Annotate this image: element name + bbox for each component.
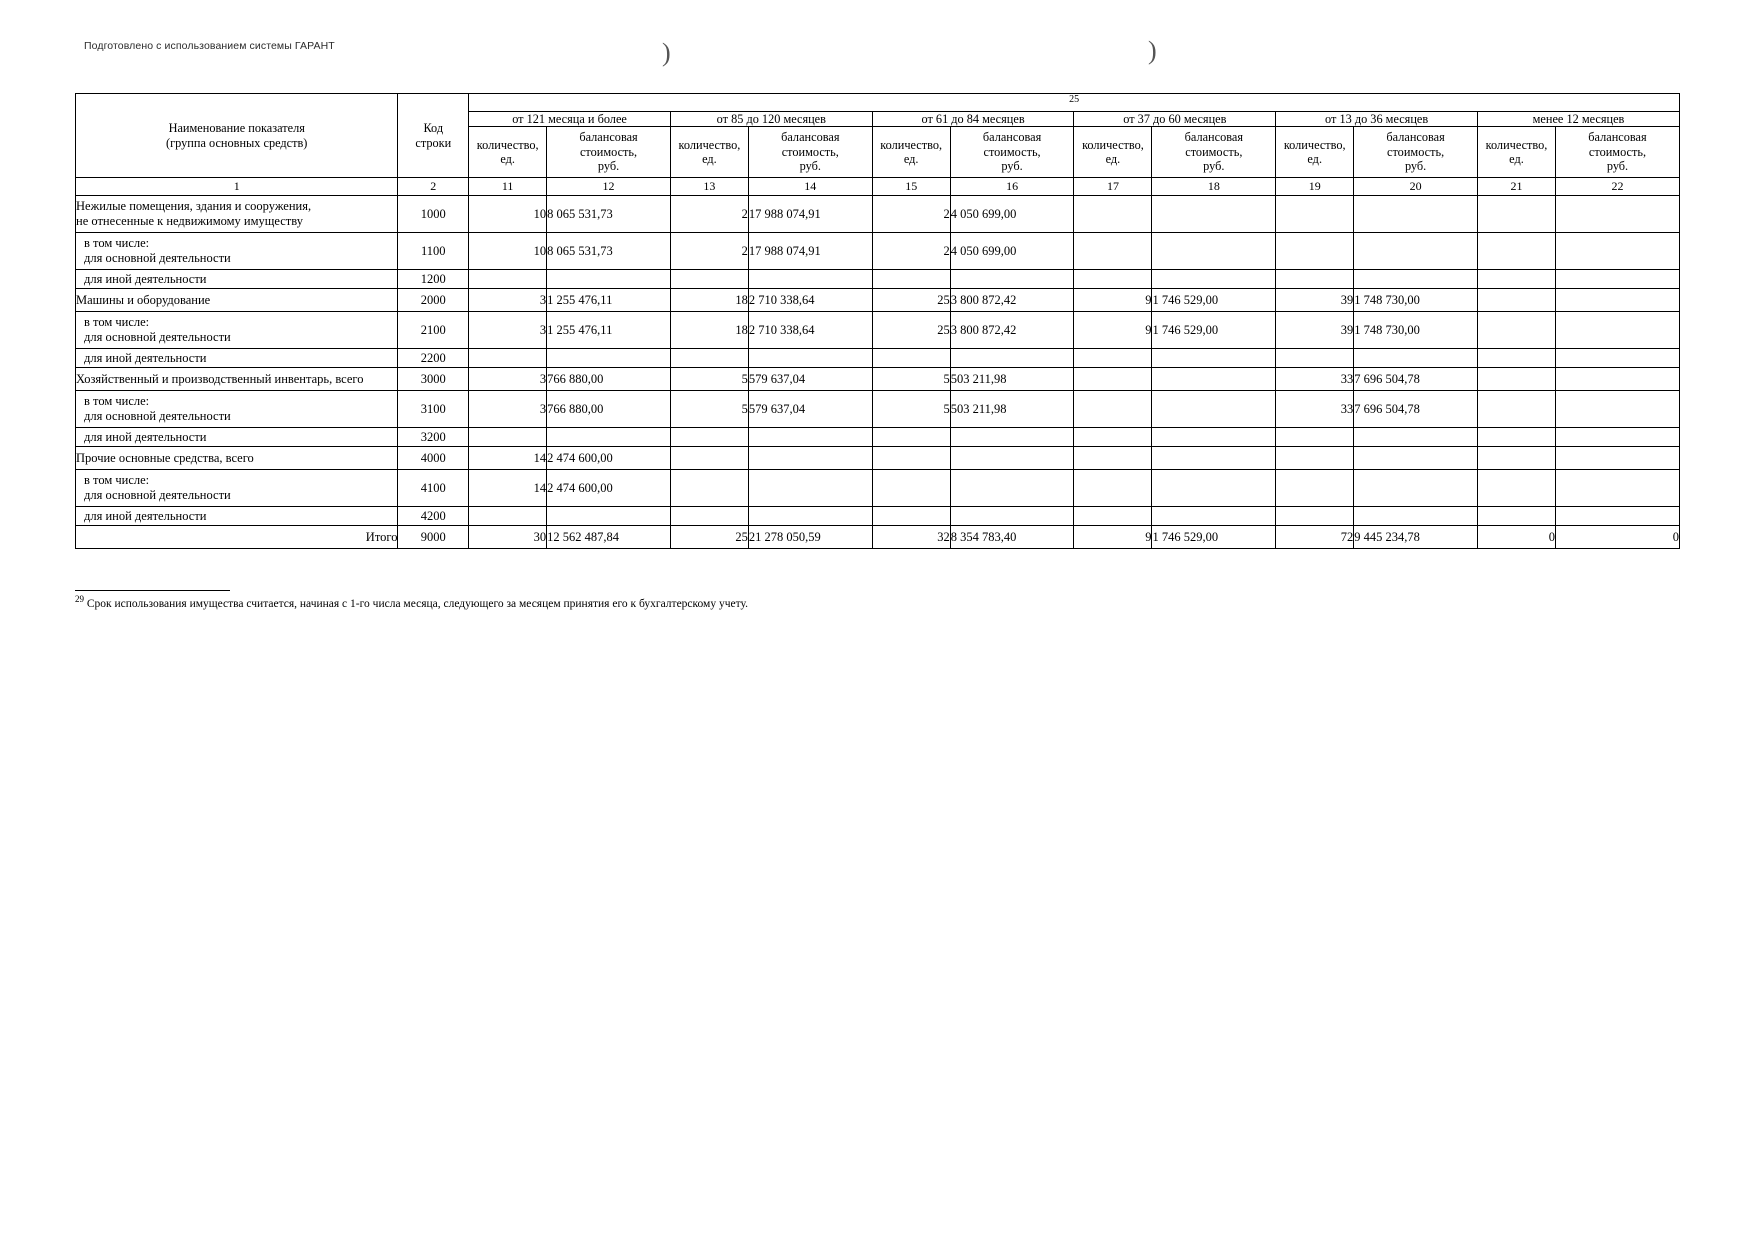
header-qty-2-line2: ед. xyxy=(903,152,919,167)
header-qty-4-line1: количество, xyxy=(1283,137,1346,152)
table-row xyxy=(76,447,1680,470)
table-row xyxy=(76,270,1680,289)
colnum-1: 1 xyxy=(76,178,398,196)
colnum-11: 11 xyxy=(469,178,547,196)
cell-cost-under12 xyxy=(1555,312,1679,349)
cell-cost-13-36 xyxy=(1354,507,1478,526)
cell-cost-13-36 xyxy=(1354,270,1478,289)
cell-cost-121plus: 766 880,00 xyxy=(547,391,671,428)
cell-cost-13-36 xyxy=(1354,470,1478,507)
cell-qty-85-120 xyxy=(670,470,748,507)
row-label xyxy=(76,233,398,270)
row-label-line1: для иной деятельности xyxy=(84,429,207,444)
cell-qty-13-36 xyxy=(1276,428,1354,447)
total-qty-85-120: 25 xyxy=(670,526,748,549)
cell-cost-61-84 xyxy=(950,447,1074,470)
garant-watermark-note: Подготовлено с использованием системы ГАРАНТ xyxy=(84,40,335,52)
header-cost-3-line2: стоимость, xyxy=(1185,144,1243,159)
total-qty-37-60: 9 xyxy=(1074,526,1152,549)
row-label-line1: Хозяйственный и производственный инвентарь, всего xyxy=(76,371,364,386)
cell-qty-85-120 xyxy=(670,447,748,470)
cell-cost-85-120 xyxy=(748,349,872,368)
cell-qty-37-60 xyxy=(1074,391,1152,428)
cell-cost-37-60 xyxy=(1152,447,1276,470)
header-cost-0 xyxy=(547,127,671,178)
cell-cost-under12 xyxy=(1555,270,1679,289)
total-cost-61-84: 8 354 783,40 xyxy=(950,526,1074,549)
row-label xyxy=(76,368,398,391)
cell-qty-85-120 xyxy=(670,428,748,447)
cell-qty-85-120: 5 xyxy=(670,368,748,391)
cell-qty-37-60 xyxy=(1074,447,1152,470)
total-cost-37-60: 1 746 529,00 xyxy=(1152,526,1276,549)
row-label-line2: для основной деятельности xyxy=(84,409,231,424)
cell-cost-37-60 xyxy=(1152,196,1276,233)
row-label xyxy=(76,289,398,312)
cell-qty-37-60 xyxy=(1074,270,1152,289)
header-qty-1 xyxy=(670,127,748,178)
colnum-12: 12 xyxy=(547,178,671,196)
cell-qty-85-120: 2 xyxy=(670,196,748,233)
cell-qty-61-84 xyxy=(872,447,950,470)
column-number-row xyxy=(76,178,1680,196)
header-cost-1-line2: стоимость, xyxy=(781,144,839,159)
cell-qty-13-36 xyxy=(1276,233,1354,270)
header-cost-3 xyxy=(1152,127,1276,178)
header-superscript-25 xyxy=(469,94,1680,112)
footnote xyxy=(75,594,975,611)
header-indicator-name xyxy=(76,94,398,178)
cell-cost-13-36: 7 696 504,78 xyxy=(1354,368,1478,391)
table-header-row-1 xyxy=(76,94,1680,112)
cell-qty-85-120: 2 xyxy=(670,233,748,270)
header-qty-0-line1: количество, xyxy=(476,137,539,152)
header-cost-4-line3: руб. xyxy=(1404,159,1427,174)
row-code: 4100 xyxy=(398,470,469,507)
colnum-22: 22 xyxy=(1555,178,1679,196)
row-label xyxy=(76,349,398,368)
cell-qty-85-120 xyxy=(670,349,748,368)
header-qty-4-line2: ед. xyxy=(1307,152,1323,167)
cell-cost-under12 xyxy=(1555,447,1679,470)
row-label-line1: в том числе: xyxy=(84,315,150,330)
footnote-block xyxy=(75,590,975,611)
cell-qty-13-36 xyxy=(1276,270,1354,289)
row-label-line1: в том числе: xyxy=(84,473,150,488)
colnum-13: 13 xyxy=(670,178,748,196)
total-cost-under12: 0 xyxy=(1555,526,1679,549)
cell-cost-85-120: 579 637,04 xyxy=(748,368,872,391)
cell-cost-61-84 xyxy=(950,270,1074,289)
header-group-1: от 85 до 120 месяцев xyxy=(670,111,872,127)
row-label-line1: для иной деятельности xyxy=(84,271,207,286)
cell-qty-under12 xyxy=(1477,507,1555,526)
cell-qty-37-60 xyxy=(1074,470,1152,507)
cell-qty-85-120 xyxy=(670,270,748,289)
cell-cost-37-60: 1 746 529,00 xyxy=(1152,289,1276,312)
header-indicator-name-line1: Наименование показателя xyxy=(168,121,305,136)
cell-qty-121plus xyxy=(469,507,547,526)
header-row-code-line1: Код xyxy=(423,121,444,136)
cell-qty-under12 xyxy=(1477,470,1555,507)
total-cost-85-120: 21 278 050,59 xyxy=(748,526,872,549)
header-qty-3 xyxy=(1074,127,1152,178)
cell-qty-under12 xyxy=(1477,428,1555,447)
cell-qty-61-84: 25 xyxy=(872,289,950,312)
cell-qty-37-60: 9 xyxy=(1074,312,1152,349)
header-qty-3-line1: количество, xyxy=(1082,137,1144,152)
row-code: 4200 xyxy=(398,507,469,526)
cell-cost-85-120: 2 710 338,64 xyxy=(748,312,872,349)
cell-cost-under12 xyxy=(1555,391,1679,428)
cell-cost-37-60 xyxy=(1152,349,1276,368)
header-cost-2 xyxy=(950,127,1074,178)
cell-cost-37-60 xyxy=(1152,507,1276,526)
row-code: 1100 xyxy=(398,233,469,270)
cell-qty-121plus: 10 xyxy=(469,233,547,270)
header-qty-2 xyxy=(872,127,950,178)
header-qty-5-line1: количество, xyxy=(1485,137,1548,152)
cell-cost-121plus xyxy=(547,349,671,368)
cell-qty-37-60: 9 xyxy=(1074,289,1152,312)
cell-qty-61-84 xyxy=(872,349,950,368)
header-qty-1-line1: количество, xyxy=(678,137,741,152)
header-indicator-name-line2: (группа основных средств) xyxy=(166,135,308,150)
cell-qty-13-36: 33 xyxy=(1276,368,1354,391)
cell-cost-13-36: 7 696 504,78 xyxy=(1354,391,1478,428)
row-label-line1: Прочие основные средства, всего xyxy=(76,450,254,465)
cell-cost-61-84 xyxy=(950,470,1074,507)
cell-qty-121plus: 14 xyxy=(469,470,547,507)
cell-qty-under12 xyxy=(1477,447,1555,470)
header-qty-5-line2: ед. xyxy=(1509,152,1524,167)
header-group-5: менее 12 месяцев xyxy=(1477,111,1679,127)
cell-qty-85-120: 5 xyxy=(670,391,748,428)
cell-cost-13-36 xyxy=(1354,447,1478,470)
total-qty-61-84: 32 xyxy=(872,526,950,549)
cell-cost-121plus xyxy=(547,270,671,289)
cell-cost-85-120 xyxy=(748,428,872,447)
header-cost-0-line3: руб. xyxy=(597,159,620,174)
cell-cost-121plus: 766 880,00 xyxy=(547,368,671,391)
cell-cost-85-120 xyxy=(748,507,872,526)
cell-cost-under12 xyxy=(1555,349,1679,368)
row-label xyxy=(76,391,398,428)
footnote-divider xyxy=(75,590,230,591)
total-qty-13-36: 72 xyxy=(1276,526,1354,549)
cell-qty-37-60 xyxy=(1074,196,1152,233)
cell-cost-85-120 xyxy=(748,470,872,507)
row-label-line2: для основной деятельности xyxy=(84,330,231,345)
cell-cost-under12 xyxy=(1555,368,1679,391)
header-cost-0-line2: стоимость, xyxy=(579,144,638,159)
cell-cost-121plus xyxy=(547,507,671,526)
cell-cost-121plus: 8 065 531,73 xyxy=(547,196,671,233)
row-label xyxy=(76,428,398,447)
cell-qty-61-84 xyxy=(872,270,950,289)
header-cost-5 xyxy=(1555,127,1679,178)
header-group-4: от 13 до 36 месяцев xyxy=(1276,111,1478,127)
cell-cost-under12 xyxy=(1555,470,1679,507)
header-row-code-line2: строки xyxy=(415,135,452,150)
cell-cost-85-120: 17 988 074,91 xyxy=(748,233,872,270)
cell-cost-85-120: 2 710 338,64 xyxy=(748,289,872,312)
header-group-0: от 121 месяца и более xyxy=(469,111,671,127)
cell-cost-85-120: 17 988 074,91 xyxy=(748,196,872,233)
cell-qty-121plus xyxy=(469,270,547,289)
cell-cost-61-84 xyxy=(950,428,1074,447)
cell-qty-13-36 xyxy=(1276,507,1354,526)
colnum-2: 2 xyxy=(398,178,469,196)
cell-qty-121plus: 3 xyxy=(469,312,547,349)
colnum-20: 20 xyxy=(1354,178,1478,196)
cell-cost-61-84: 503 211,98 xyxy=(950,368,1074,391)
cell-cost-85-120 xyxy=(748,447,872,470)
header-cost-4-line1: балансовая xyxy=(1386,130,1445,145)
cell-cost-13-36 xyxy=(1354,196,1478,233)
cell-cost-121plus: 2 474 600,00 xyxy=(547,470,671,507)
cell-cost-61-84 xyxy=(950,349,1074,368)
cell-cost-under12 xyxy=(1555,233,1679,270)
cell-qty-61-84: 25 xyxy=(872,312,950,349)
row-label xyxy=(76,507,398,526)
row-label-line2: для основной деятельности xyxy=(84,488,231,503)
table-row xyxy=(76,391,1680,428)
footnote-text: Срок использования имущества считается, начиная с 1-го числа месяца, следующего за месяцем принятия его к бухгалтерскому учету. xyxy=(86,597,748,610)
scan-artifact-left: ) xyxy=(662,38,671,67)
row-label-line1: Машины и оборудование xyxy=(76,292,211,307)
total-qty-under12: 0 xyxy=(1477,526,1555,549)
cell-cost-13-36 xyxy=(1354,428,1478,447)
cell-cost-37-60 xyxy=(1152,368,1276,391)
cell-qty-37-60 xyxy=(1074,233,1152,270)
cell-qty-61-84: 2 xyxy=(872,233,950,270)
row-label-line1: в том числе: xyxy=(84,394,150,409)
cell-cost-37-60: 1 746 529,00 xyxy=(1152,312,1276,349)
table-row xyxy=(76,349,1680,368)
cell-qty-under12 xyxy=(1477,368,1555,391)
header-qty-0 xyxy=(469,127,547,178)
header-group-2: от 61 до 84 месяцев xyxy=(872,111,1074,127)
cell-qty-13-36 xyxy=(1276,349,1354,368)
cell-cost-13-36: 1 748 730,00 xyxy=(1354,289,1478,312)
header-row-code xyxy=(398,94,469,178)
colnum-21: 21 xyxy=(1477,178,1555,196)
header-cost-1 xyxy=(748,127,872,178)
cell-qty-under12 xyxy=(1477,349,1555,368)
cell-cost-61-84: 3 800 872,42 xyxy=(950,289,1074,312)
row-label-line1: Нежилые помещения, здания и сооружения, xyxy=(76,199,312,214)
cell-cost-13-36 xyxy=(1354,349,1478,368)
header-cost-3-line3: руб. xyxy=(1203,159,1225,174)
cell-qty-61-84 xyxy=(872,428,950,447)
cell-cost-under12 xyxy=(1555,428,1679,447)
row-code: 4000 xyxy=(398,447,469,470)
header-cost-1-line3: руб. xyxy=(799,159,821,174)
header-cost-5-line1: балансовая xyxy=(1588,130,1647,145)
cell-cost-121plus: 1 255 476,11 xyxy=(547,289,671,312)
header-cost-4-line2: стоимость, xyxy=(1387,144,1445,159)
cell-qty-85-120 xyxy=(670,507,748,526)
cell-qty-121plus: 3 xyxy=(469,368,547,391)
header-cost-2-line1: балансовая xyxy=(982,130,1042,145)
row-label xyxy=(76,312,398,349)
header-qty-2-line1: количество, xyxy=(880,137,943,152)
header-cost-0-line1: балансовая xyxy=(579,130,638,145)
cell-qty-61-84 xyxy=(872,507,950,526)
header-cost-5-line2: стоимость, xyxy=(1588,144,1647,159)
cell-cost-61-84: 3 800 872,42 xyxy=(950,312,1074,349)
cell-cost-37-60 xyxy=(1152,270,1276,289)
cell-qty-under12 xyxy=(1477,391,1555,428)
total-code: 9000 xyxy=(398,526,469,549)
table-row xyxy=(76,312,1680,349)
row-label-line1: для иной деятельности xyxy=(84,508,207,523)
header-cost-2-line3: руб. xyxy=(1001,159,1023,174)
cell-qty-121plus: 10 xyxy=(469,196,547,233)
row-code: 1000 xyxy=(398,196,469,233)
cell-qty-37-60 xyxy=(1074,507,1152,526)
cell-qty-121plus: 14 xyxy=(469,447,547,470)
header-qty-4 xyxy=(1276,127,1354,178)
cell-qty-121plus: 3 xyxy=(469,289,547,312)
cell-qty-13-36: 39 xyxy=(1276,289,1354,312)
table-row xyxy=(76,196,1680,233)
cell-qty-61-84: 2 xyxy=(872,196,950,233)
header-cost-4 xyxy=(1354,127,1478,178)
header-group-3: от 37 до 60 месяцев xyxy=(1074,111,1276,127)
cell-qty-121plus xyxy=(469,428,547,447)
cell-qty-13-36: 33 xyxy=(1276,391,1354,428)
total-cost-121plus: 12 562 487,84 xyxy=(547,526,671,549)
total-cost-13-36: 9 445 234,78 xyxy=(1354,526,1478,549)
cell-qty-under12 xyxy=(1477,312,1555,349)
cell-cost-37-60 xyxy=(1152,428,1276,447)
cell-qty-under12 xyxy=(1477,270,1555,289)
cell-cost-13-36: 1 748 730,00 xyxy=(1354,312,1478,349)
row-label-line1: для иной деятельности xyxy=(84,350,207,365)
cell-cost-under12 xyxy=(1555,507,1679,526)
cell-cost-85-120 xyxy=(748,270,872,289)
header-qty-0-line2: ед. xyxy=(500,152,515,167)
scan-artifact-right: ) xyxy=(1148,36,1157,65)
footnote-number: 29 xyxy=(75,594,84,604)
cell-qty-61-84: 5 xyxy=(872,368,950,391)
total-qty-121plus: 30 xyxy=(469,526,547,549)
header-qty-1-line2: ед. xyxy=(702,152,717,167)
table-row xyxy=(76,368,1680,391)
cell-cost-61-84 xyxy=(950,507,1074,526)
cell-qty-13-36 xyxy=(1276,447,1354,470)
header-cost-1-line1: балансовая xyxy=(781,130,840,145)
header-qty-3-line2: ед. xyxy=(1105,152,1121,167)
table-row xyxy=(76,507,1680,526)
row-code: 3000 xyxy=(398,368,469,391)
cell-qty-121plus: 3 xyxy=(469,391,547,428)
cell-cost-13-36 xyxy=(1354,233,1478,270)
row-code: 3100 xyxy=(398,391,469,428)
row-label-line2: не отнесенные к недвижимому имуществу xyxy=(76,214,303,229)
row-label-line1: в том числе: xyxy=(84,236,150,251)
cell-cost-121plus: 1 255 476,11 xyxy=(547,312,671,349)
cell-cost-under12 xyxy=(1555,289,1679,312)
row-label xyxy=(76,447,398,470)
table-total-row xyxy=(76,526,1680,549)
cell-qty-85-120: 18 xyxy=(670,289,748,312)
header-cost-5-line3: руб. xyxy=(1606,159,1629,174)
cell-qty-37-60 xyxy=(1074,349,1152,368)
cell-qty-under12 xyxy=(1477,196,1555,233)
cell-cost-121plus xyxy=(547,428,671,447)
colnum-14: 14 xyxy=(748,178,872,196)
cell-cost-85-120: 579 637,04 xyxy=(748,391,872,428)
cell-cost-61-84: 4 050 699,00 xyxy=(950,196,1074,233)
row-code: 1200 xyxy=(398,270,469,289)
cell-cost-37-60 xyxy=(1152,233,1276,270)
cell-qty-37-60 xyxy=(1074,368,1152,391)
header-cost-2-line2: стоимость, xyxy=(983,144,1041,159)
row-code: 3200 xyxy=(398,428,469,447)
row-label xyxy=(76,270,398,289)
cell-qty-13-36: 39 xyxy=(1276,312,1354,349)
row-code: 2000 xyxy=(398,289,469,312)
row-label xyxy=(76,196,398,233)
cell-qty-37-60 xyxy=(1074,428,1152,447)
cell-qty-13-36 xyxy=(1276,196,1354,233)
row-code: 2100 xyxy=(398,312,469,349)
cell-cost-61-84: 4 050 699,00 xyxy=(950,233,1074,270)
table-row xyxy=(76,233,1680,270)
table-row xyxy=(76,289,1680,312)
fixed-assets-table xyxy=(75,93,1680,549)
cell-qty-under12 xyxy=(1477,289,1555,312)
cell-qty-13-36 xyxy=(1276,470,1354,507)
cell-cost-under12 xyxy=(1555,196,1679,233)
cell-cost-121plus: 2 474 600,00 xyxy=(547,447,671,470)
table-row xyxy=(76,470,1680,507)
header-superscript-value: 25 xyxy=(1069,94,1080,105)
header-qty-5 xyxy=(1477,127,1555,178)
colnum-15: 15 xyxy=(872,178,950,196)
cell-qty-under12 xyxy=(1477,233,1555,270)
header-cost-3-line1: балансовая xyxy=(1184,130,1244,145)
cell-qty-61-84 xyxy=(872,470,950,507)
total-label: Итого xyxy=(76,526,398,549)
cell-qty-61-84: 5 xyxy=(872,391,950,428)
cell-cost-61-84: 503 211,98 xyxy=(950,391,1074,428)
cell-qty-85-120: 18 xyxy=(670,312,748,349)
cell-qty-121plus xyxy=(469,349,547,368)
cell-cost-121plus: 8 065 531,73 xyxy=(547,233,671,270)
row-code: 2200 xyxy=(398,349,469,368)
colnum-17: 17 xyxy=(1074,178,1152,196)
row-label xyxy=(76,470,398,507)
cell-cost-37-60 xyxy=(1152,391,1276,428)
cell-cost-37-60 xyxy=(1152,470,1276,507)
colnum-16: 16 xyxy=(950,178,1074,196)
table-row xyxy=(76,428,1680,447)
colnum-18: 18 xyxy=(1152,178,1276,196)
row-label-line2: для основной деятельности xyxy=(84,251,231,266)
colnum-19: 19 xyxy=(1276,178,1354,196)
